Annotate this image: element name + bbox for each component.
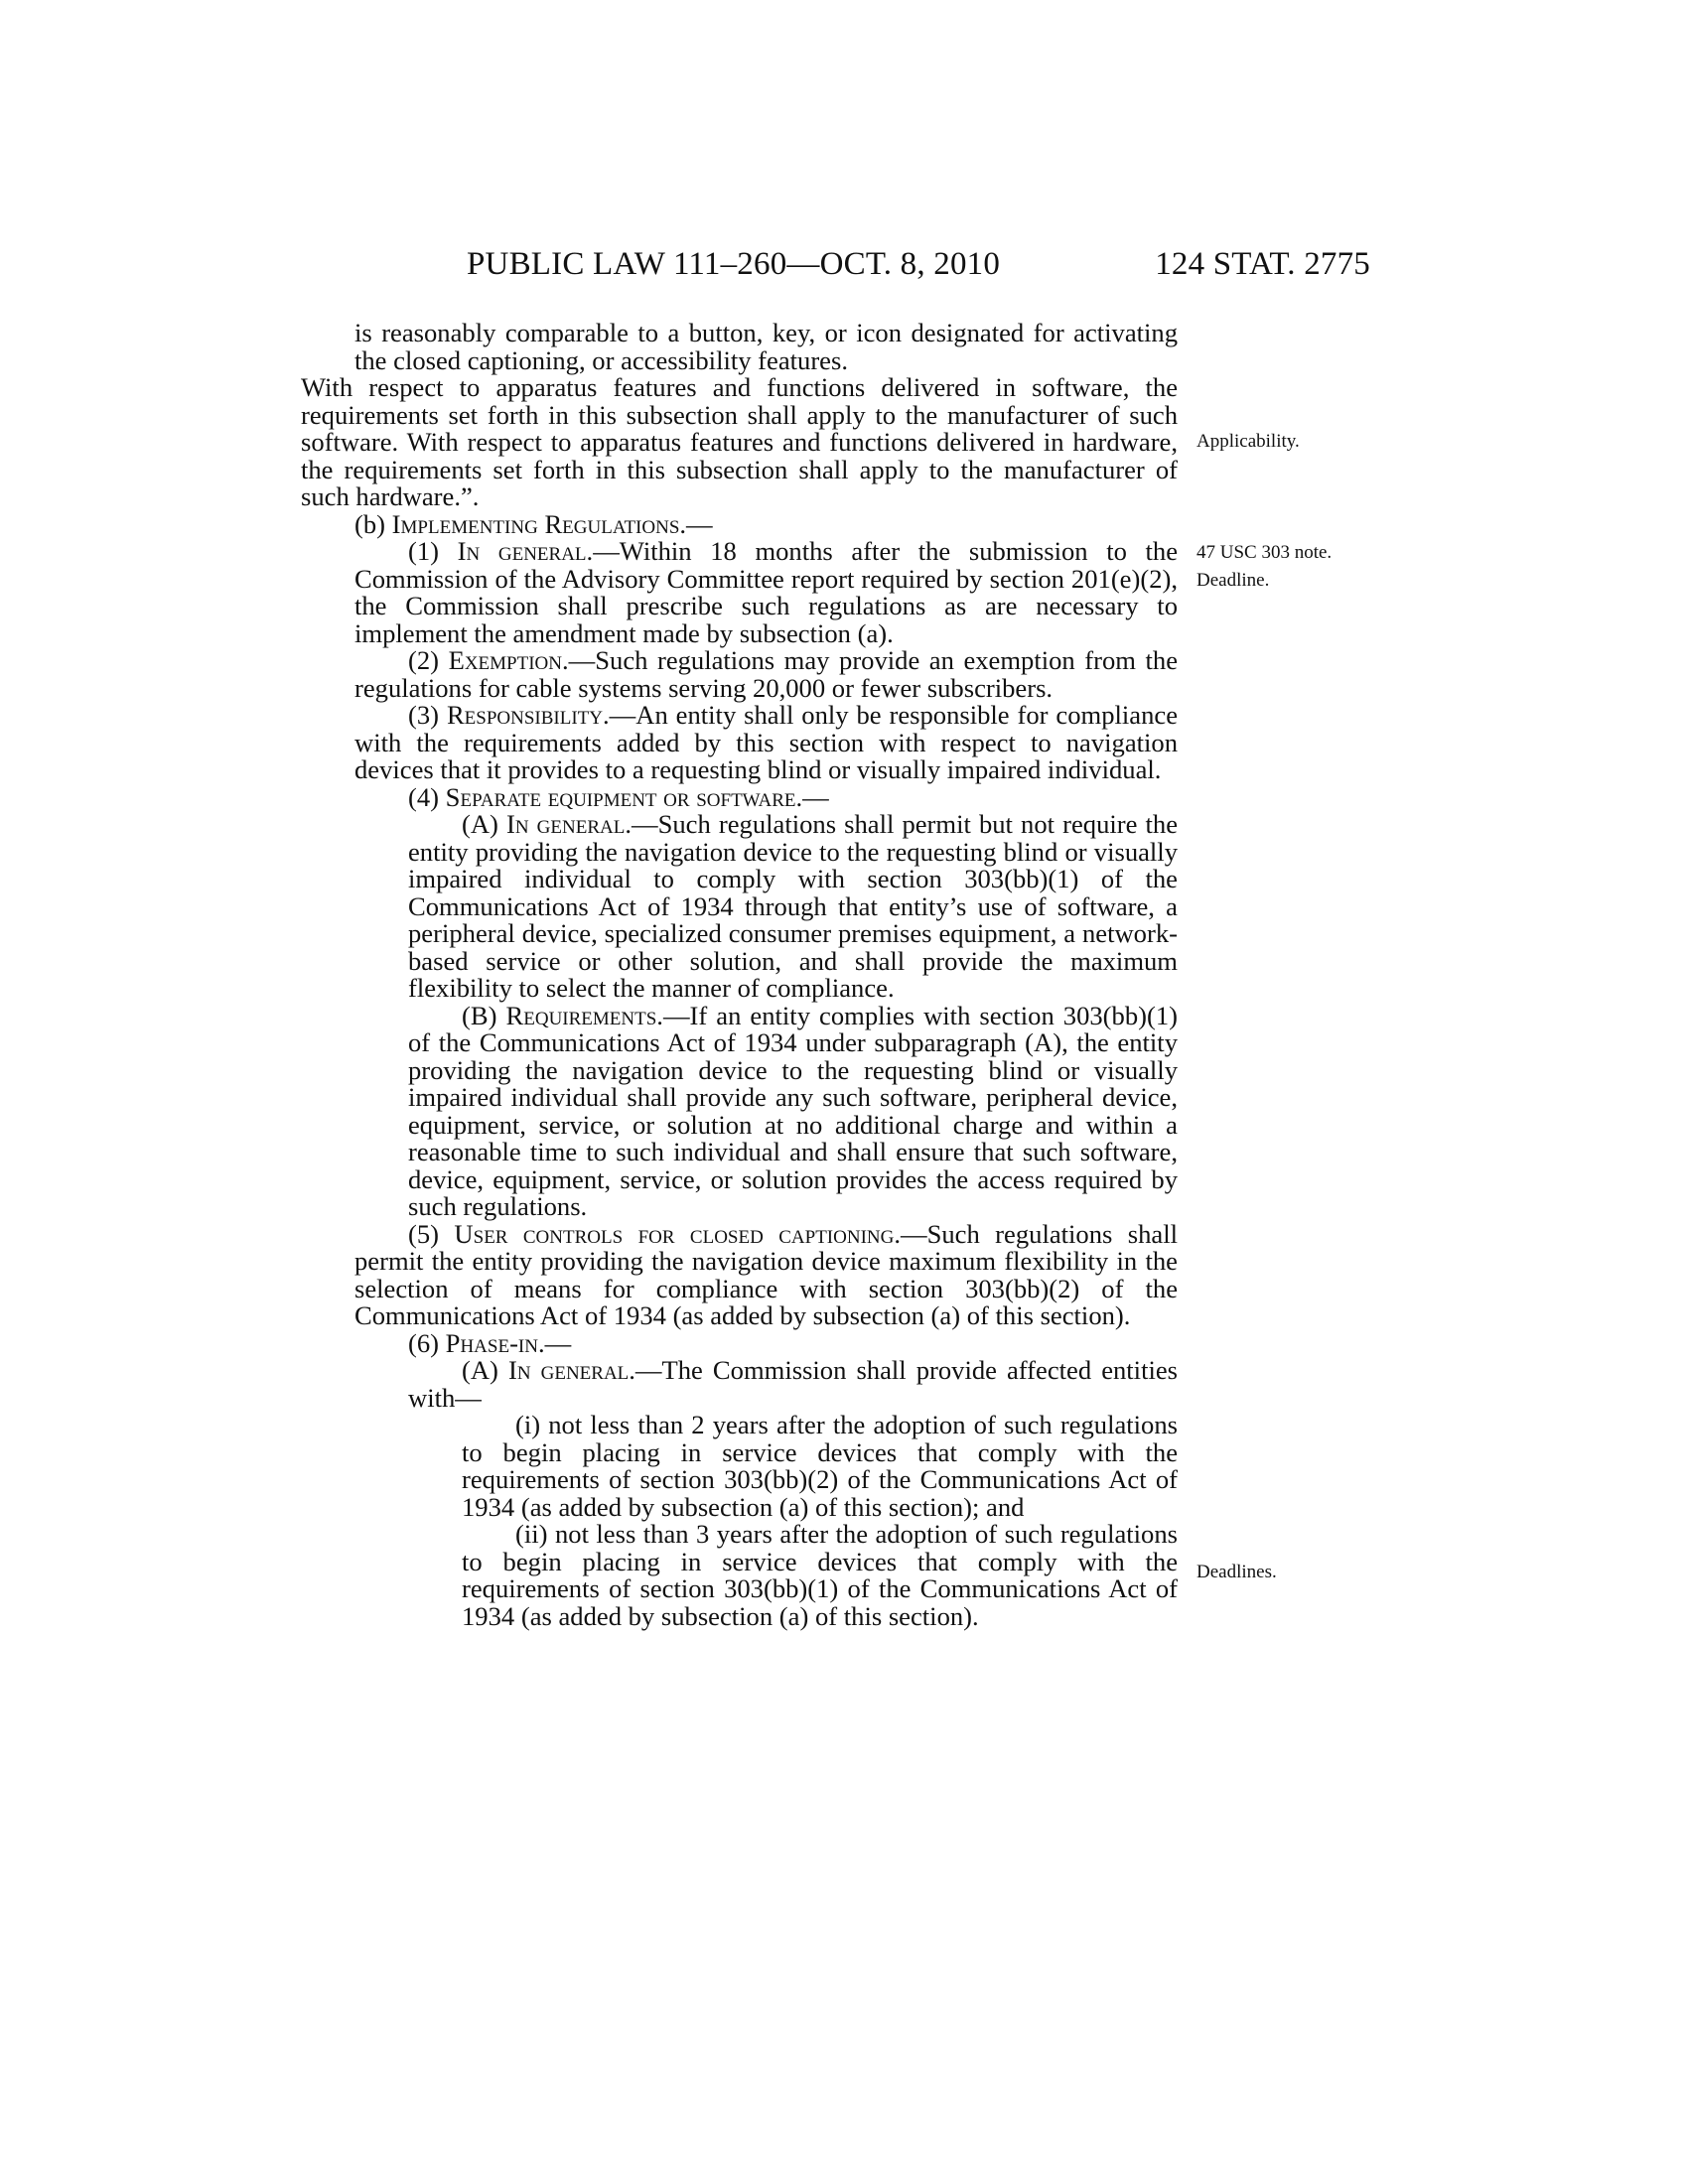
paragraph-b2: (2) Exemption.—Such regulations may provide an exemption from the regulations for cable systems serving 20,000 or fewer subscribers. [354, 645, 1178, 703]
margin-note-deadlines: Deadlines. [1196, 1562, 1277, 1582]
paragraph-b6-heading: (6) Phase-in.— [408, 1327, 572, 1358]
clause-b6Aii: (ii) not less than 3 years after the adoption of such regulations to begin placing in service devices that comply with the requirements of section 303(bb)(1) of the Communications Act of 1934 (as added by subsection (a) of this section). [462, 1519, 1178, 1631]
law-citation-header: PUBLIC LAW 111–260—OCT. 8, 2010 [467, 246, 1001, 282]
subparagraph-b4A: (A) In general.—Such regulations shall permit but not require the entity providing the navigation device to the requesting blind or visually impaired individual to comply with section 303(bb)(1) of the Communications Act of 1934 through that entity’s use of software, a peripheral device, specialized consumer premises equipment, a network-based service or other solution, and shall provide the maximum flexibility to select the manner of compliance. [408, 809, 1178, 1003]
paragraph-b5: (5) User controls for closed captioning.—Such regulations shall permit the entity providing the navigation device maximum flexibility in the selection of means for compliance with section 303(bb)(2) of the Communications Act of 1934 (as added by subsection (a) of this section). [354, 1218, 1178, 1330]
margin-note-applicability: Applicability. [1196, 431, 1300, 452]
running-header [467, 246, 1370, 296]
margin-note-deadline: Deadline. [1196, 570, 1270, 591]
clause-b6Ai: (i) not less than 2 years after the adoption of such regulations to begin placing in service devices that comply with the requirements of section 303(bb)(2) of the Communications Act of 1934 (as added by subsection (a) of this section); and [462, 1410, 1178, 1522]
subparagraph-b4B: (B) Requirements.—If an entity complies with section 303(bb)(1) of the Communications Act of 1934 under subparagraph (A), the entity providing the navigation device to the requesting blind or visually impaired individual shall provide any such software, peripheral device, equipment, service, or solution at no additional charge and within a reasonable time to such individual and shall ensure that such software, device, equipment, service, or solution provides the access required by such regulations. [408, 1000, 1178, 1221]
statute-body [301, 320, 1178, 1630]
paragraph-applicability: With respect to apparatus features and functions delivered in software, the requirements set forth in this subsection shall apply to the manufacturer of such software. With respect to apparatus features and functions delivered in hardware, the requirements set forth in this subsection shall apply to the manufacturer of such hardware.”. [301, 372, 1178, 511]
paragraph-b1: (1) In general.—Within 18 months after the submission to the Commission of the Advisory Committee report required by section 201(e)(2), the Commission shall prescribe such regulations as are necessary to implement the amendment made by subsection (a). [354, 536, 1179, 648]
statute-page-number: 124 STAT. 2775 [1155, 246, 1370, 282]
paragraph-b3: (3) Responsibility.—An entity shall only be responsible for compliance with the requirements added by this section with respect to navigation devices that it provides to a requesting blind or visually impaired individual. [354, 700, 1178, 784]
paragraph-b4-heading: (4) Separate equipment or software.— [408, 781, 829, 812]
subsection-b-heading: (b) Implementing Regulations.— [354, 508, 713, 539]
subparagraph-b6A: (A) In general.—The Commission shall provide affected entities with— [408, 1355, 1178, 1413]
paragraph-continuation: is reasonably comparable to a button, key, or icon designated for activating the closed captioning, or accessibility features. [354, 318, 1178, 375]
margin-note-usc: 47 USC 303 note. [1196, 542, 1333, 563]
